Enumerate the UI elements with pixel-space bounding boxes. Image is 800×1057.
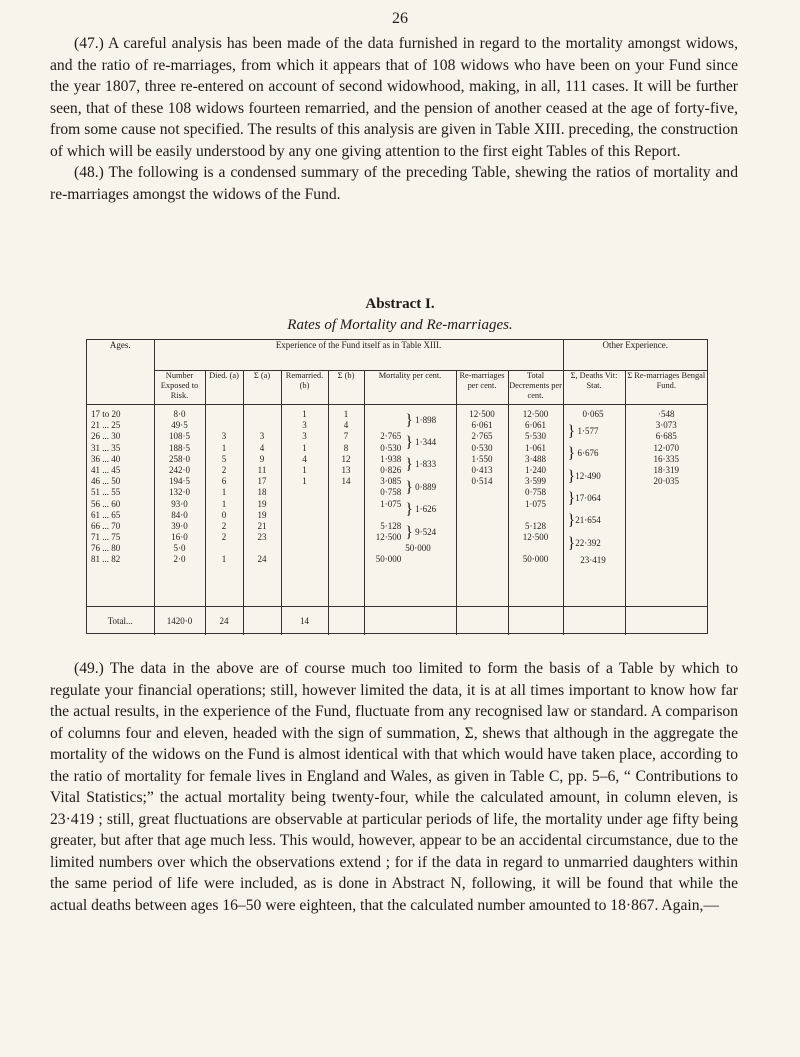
table-cell: 1·075	[380, 498, 402, 509]
table-cell: 1·075	[525, 498, 547, 509]
table-cell: 17	[257, 476, 267, 487]
total-remarriages-empty	[456, 607, 508, 636]
deaths-vit-group-2: } 6·676	[567, 445, 599, 463]
total-deaths-vit-empty	[563, 607, 625, 636]
table-cell: 1	[302, 409, 307, 419]
table-cell: 3	[221, 431, 227, 442]
table-cell	[206, 543, 243, 554]
table-cell: 12·500	[375, 532, 402, 543]
total-exposed: 1420·0	[154, 607, 205, 636]
table-cell	[282, 543, 328, 554]
paragraph-48: (48.) The following is a condensed summary of the preceding Table, shewing the ratios of mortality and re-marriages amongst the widows of the Fund.	[50, 164, 738, 203]
table-cell: 188·5	[169, 442, 190, 453]
table-cell	[457, 510, 508, 521]
table-cell: 5·128	[380, 520, 402, 531]
table-cell	[457, 499, 508, 510]
table-cell: 1	[343, 409, 349, 419]
table-cell: 14	[341, 476, 351, 487]
deaths-vit-group-4: } 17·064	[567, 490, 601, 508]
table-cell: 6·061	[471, 420, 493, 431]
table-cell: 8·0	[173, 409, 186, 419]
table-cell: 4	[302, 453, 307, 464]
table-cell: 3	[302, 420, 307, 431]
table-cell	[365, 510, 402, 521]
total-remarried: 14	[281, 607, 328, 636]
total-bengal-empty	[625, 607, 707, 636]
table-cell: 49·5	[171, 420, 188, 431]
column-decrements	[509, 409, 563, 566]
table-cell: 19	[257, 509, 267, 520]
table-cell: 1	[221, 487, 227, 498]
total-mortality-empty	[364, 607, 456, 636]
table-cell	[365, 409, 402, 420]
column-sum-a	[244, 409, 281, 566]
table-cell: 5·530	[525, 431, 547, 442]
header-sum-b: Σ (b)	[328, 371, 364, 405]
table-cell	[282, 487, 328, 498]
total-label: Total...	[87, 607, 154, 636]
table-cell	[509, 543, 563, 554]
column-mortality	[365, 409, 456, 566]
table-cell: 56 ... 60	[91, 498, 121, 509]
table-cell: 2	[221, 520, 227, 531]
deaths-vit-group-1: } 1·577	[567, 422, 599, 440]
table-cell: 3·599	[525, 476, 547, 487]
table-cell: 39·0	[171, 520, 188, 531]
deaths-vit-group-3: } 12·490	[567, 467, 601, 485]
table-cell: 76 ... 80	[91, 543, 121, 554]
table-cell: 66 ... 70	[91, 520, 121, 531]
header-remarried: Remarried. (b)	[281, 371, 328, 405]
column-ages	[87, 409, 154, 566]
table-cell: 0·530	[471, 442, 493, 453]
header-mortality: Mortality per cent.	[364, 371, 456, 405]
table-cell	[282, 510, 328, 521]
table-cell	[282, 554, 328, 565]
table-cell: 5	[221, 453, 227, 464]
header-died: Died. (a)	[205, 371, 243, 405]
mortality-group-5: } 1·626	[405, 501, 437, 519]
table-cell: 0	[221, 509, 227, 520]
table-cell: 1	[302, 476, 307, 487]
table-cell: 108·5	[169, 431, 190, 442]
table-cell: 2·765	[380, 431, 402, 442]
table-cell	[206, 409, 243, 420]
table-cell: 17 to 20	[91, 409, 121, 419]
total-sum-b-empty	[328, 607, 364, 636]
table-cell: 6·685	[655, 431, 677, 442]
table-cell: 12	[341, 453, 351, 464]
table-cell: 21	[257, 520, 267, 531]
table-cell: 12·500	[522, 409, 549, 419]
table-cell: 3·488	[525, 453, 547, 464]
header-other-group: Other Experience.	[563, 340, 707, 371]
column-remarried	[282, 409, 328, 566]
table-cell	[329, 487, 364, 498]
table-cell: 11	[257, 464, 267, 475]
table-cell	[365, 543, 402, 554]
table-cell: 0·758	[380, 487, 402, 498]
table-cell: 0·826	[380, 464, 402, 475]
header-exposed: Number Exposed to Risk.	[154, 371, 205, 405]
table-cell: 4	[343, 420, 349, 431]
deaths-vit-last: 23·419	[580, 554, 606, 565]
table-cell: 4	[259, 442, 265, 453]
column-sum-b	[329, 409, 364, 566]
table-cell	[282, 521, 328, 532]
table-cell: 12·500	[522, 532, 549, 543]
column-deaths-vit	[564, 409, 625, 566]
mortality-group-2: } 1·344	[405, 434, 437, 452]
table-cell: 71 ... 75	[91, 532, 121, 543]
header-experience-group: Experience of the Fund itself as in Table XIII.	[154, 340, 563, 371]
table-cell: 8	[343, 442, 349, 453]
table-cell: 84·0	[171, 509, 188, 520]
mortality-group-3: } 1·833	[405, 456, 437, 474]
table-cell	[457, 532, 508, 543]
table-cell: 3·073	[655, 420, 677, 431]
table-cell: 21 ... 25	[91, 420, 121, 431]
table-cell: 2·0	[173, 554, 186, 565]
deaths-vit-group-6: } 22·392	[567, 534, 601, 552]
table-cell	[206, 420, 243, 431]
table-cell: 5·0	[173, 543, 186, 554]
table-cell: 2	[221, 464, 227, 475]
table-cell	[282, 532, 328, 543]
table-cell: 12·070	[653, 442, 680, 453]
table-cell: 31 ... 35	[91, 442, 121, 453]
table-cell: 18	[257, 487, 267, 498]
header-deaths-vit: Σ, Deaths Vit: Stat.	[563, 371, 625, 405]
table-cell: ·548	[658, 409, 675, 419]
table-cell: 61 ... 65	[91, 509, 121, 520]
table-cell: 18·319	[653, 464, 680, 475]
table-cell: 0·530	[380, 442, 402, 453]
table-cell: 5·128	[525, 520, 547, 531]
table-cell: 24	[257, 554, 267, 565]
deaths-vit-first: 0·065	[582, 409, 604, 419]
table-cell: 93·0	[171, 498, 188, 509]
table-cell	[365, 420, 402, 431]
table-cell	[457, 554, 508, 565]
total-sum-a-empty	[243, 607, 281, 636]
table-cell: 23	[257, 532, 267, 543]
header-remarriages-bengal: Σ Re-marriages Bengal Fund.	[625, 371, 707, 405]
table-cell	[457, 521, 508, 532]
table-cell: 51 ... 55	[91, 487, 121, 498]
mortality-group-6: } 9·524	[405, 523, 437, 541]
table-cell: 242·0	[169, 464, 190, 475]
table-cell	[329, 510, 364, 521]
mortality-group-4: } 0·889	[405, 478, 437, 496]
total-decrements-empty	[508, 607, 563, 636]
table-cell	[457, 487, 508, 498]
table-cell: 9	[259, 453, 265, 464]
table-cell: 12·500	[469, 409, 495, 419]
table-cell: 26 ... 30	[91, 431, 121, 442]
table-cell: 258·0	[169, 453, 190, 464]
table-cell: 20·035	[653, 476, 680, 487]
table-cell	[329, 521, 364, 532]
table-cell	[457, 543, 508, 554]
table-cell	[329, 499, 364, 510]
table-cell: 16·0	[171, 532, 188, 543]
deaths-vit-group-5: } 21·654	[567, 512, 601, 530]
header-decrements: Total Decrements per cent.	[508, 371, 563, 405]
rates-table	[87, 340, 707, 635]
header-remarriages: Re-marriages per cent.	[456, 371, 508, 405]
total-died: 24	[205, 607, 243, 636]
table-cell: 13	[341, 464, 351, 475]
paragraph-47: (47.) A careful analysis has been made of the data furnished in regard to the mortality amongst widows, and the ratio of re-marriages, from which it appears that of 108 widows who have been on your Fund since the year 1807, three re-entered on account of second widowhood, making, in all, 111 cases. It will be further seen, that of these 108 widows fourteen remarried, and the pension of another ceased at the age of forty-five, from some cause not specified. The results of this analysis are given in Table XIII. preceding, the construction of which will be easily understood by any one giving attention to the first eight Tables of this Report.	[50, 35, 738, 160]
table-cell: 0·413	[471, 464, 493, 475]
column-remarriages-bengal	[626, 409, 708, 487]
table-cell: 36 ... 40	[91, 453, 121, 464]
table-cell: 2	[221, 532, 227, 543]
abstract-table	[86, 339, 708, 634]
header-sum-a: Σ (a)	[243, 371, 281, 405]
table-cell	[244, 543, 281, 554]
table-cell: 46 ... 50	[91, 476, 121, 487]
table-cell: 7	[343, 431, 349, 442]
table-cell: 3·085	[380, 476, 402, 487]
table-cell	[244, 420, 281, 431]
table-cell: 81 ... 82	[91, 554, 121, 565]
mortality-last: 50·000	[405, 543, 431, 554]
header-ages: Ages.	[87, 340, 154, 405]
table-cell: 19	[257, 498, 267, 509]
table-cell: 1·240	[525, 464, 547, 475]
mortality-group-1: } 1·898	[405, 411, 437, 429]
table-cell: 1·938	[380, 453, 402, 464]
table-cell: 3	[259, 431, 265, 442]
table-cell: 50·000	[522, 554, 549, 565]
mortality-single	[365, 409, 402, 566]
intro-paragraphs	[50, 33, 738, 205]
table-cell: 50·000	[375, 554, 402, 565]
column-remarriages	[457, 409, 508, 566]
mortality-grouped	[401, 409, 455, 566]
table-cell: 1	[221, 498, 227, 509]
table-cell	[329, 554, 364, 565]
table-cell: 1	[302, 442, 307, 453]
table-cell: 132·0	[169, 487, 190, 498]
paragraph-49: (49.) The data in the above are of course much too limited to form the basis of a Table by which to regulate your financial operations; still, however limited the data, it is at all times important to know how far the actual results, in the experience of the Fund, fluctuate from any recognised law or standard. A comparison of columns four and eleven, headed with the sign of summation, Σ, shews that although in the aggregate the mortality of the widows on the Fund is almost identical with that which would have taken place, according to the ratio of mortality for female lives in England and Wales, as given in Table C, pp. 5–6, “ Contributions to Vital Statistics;” the actual mortality being twenty-four, while the calculated amount, in column eleven, is 23·419 ; still, great fluctuations are observable at particular periods of life, the mortality under age fifty being greater, but after that age much less. This would, however, appear to be an accidental circumstance, due to the limited numbers over which the observations extend ; for if the data in regard to unmarried daughters within the same period of life were included, as is done in Abstract N, following, it will be found that while the actual deaths between ages 16–50 were eighteen, that the calculated number amounted to 18·867. Again,—	[50, 660, 738, 914]
table-cell	[329, 532, 364, 543]
column-exposed	[155, 409, 205, 566]
table-cell	[282, 499, 328, 510]
table-cell: 6	[221, 476, 227, 487]
table-cell: 194·5	[169, 476, 190, 487]
table-cell	[244, 409, 281, 420]
table-cell: 1	[221, 442, 227, 453]
table-cell: 41 ... 45	[91, 464, 121, 475]
table-cell: 2·765	[471, 431, 493, 442]
table-cell: 1	[302, 464, 307, 475]
table-cell: 1	[221, 554, 227, 565]
table-cell: 16·335	[653, 453, 680, 464]
table-cell: 1·061	[525, 442, 547, 453]
table-cell: 0·758	[525, 487, 547, 498]
paragraph-49-block	[50, 658, 738, 916]
abstract-title: Abstract I.	[365, 296, 435, 312]
table-cell: 1·550	[471, 453, 493, 464]
table-cell: 3	[302, 431, 307, 442]
abstract-subtitle: Rates of Mortality and Re-marriages.	[287, 317, 513, 333]
table-cell	[509, 510, 563, 521]
column-died	[206, 409, 243, 566]
table-cell: 6·061	[525, 420, 547, 431]
page-number: 26	[392, 10, 408, 27]
table-cell	[329, 543, 364, 554]
table-cell: 0·514	[471, 476, 493, 487]
